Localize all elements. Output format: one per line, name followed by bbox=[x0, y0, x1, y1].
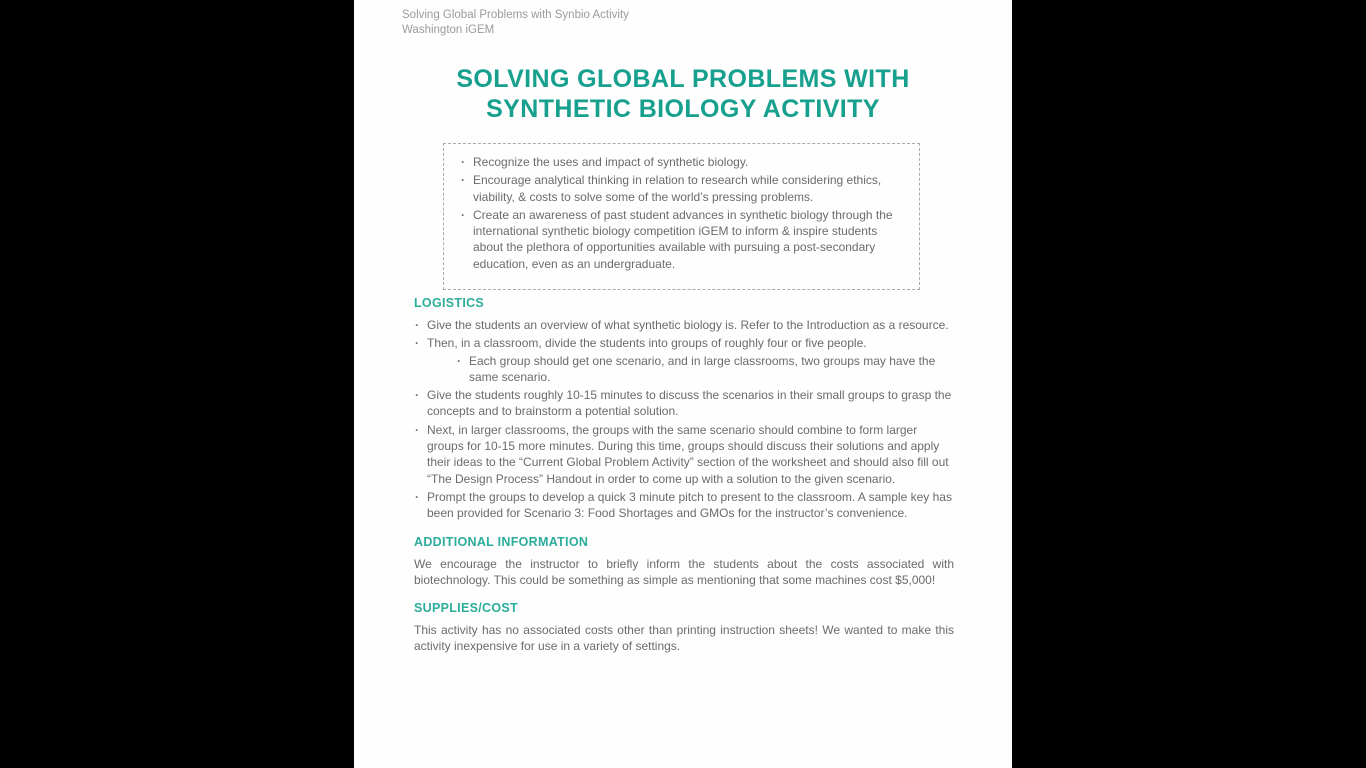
logistics-sublist bbox=[456, 353, 954, 386]
objective-item bbox=[460, 207, 907, 272]
logistics-subitem bbox=[456, 353, 954, 386]
running-header-line1: Solving Global Problems with Synbio Activity bbox=[402, 9, 629, 21]
objective-text: Encourage analytical thinking in relation to research while considering ethics, viability, & costs to solve some of the world’s pressing problems. bbox=[473, 173, 882, 204]
logistics-item bbox=[414, 335, 954, 385]
logistics-item-text: Next, in larger classrooms, the groups with the same scenario should combine to form larger groups for 10-15 more minutes. During this time, groups should discuss their solutions and apply their ideas to the “Current Global Problem Activity” section of the worksheet and should also fill out “The Design Process” Handout in order to come up with a solution to the given scenario. bbox=[427, 422, 949, 486]
logistics-list bbox=[414, 317, 954, 522]
objective-item bbox=[460, 172, 907, 205]
logistics-item-text: Prompt the groups to develop a quick 3 minute pitch to present to the classroom. A sample key has been provided for Scenario 3: Food Shortages and GMOs for the instructor’s convenience. bbox=[427, 489, 952, 521]
page-title-line1: SOLVING GLOBAL PROBLEMS WITH bbox=[456, 65, 910, 93]
page-title-line2: SYNTHETIC BIOLOGY ACTIVITY bbox=[486, 95, 880, 123]
logistics-item-text: Then, in a classroom, divide the students into groups of roughly four or five people. bbox=[427, 336, 867, 351]
document-page bbox=[354, 0, 1012, 768]
section-heading-supplies-cost: SUPPLIES/COST bbox=[414, 601, 518, 616]
page-title bbox=[354, 64, 1012, 124]
logistics-item bbox=[414, 422, 954, 487]
running-header-line2: Washington iGEM bbox=[402, 24, 495, 36]
objective-text: Recognize the uses and impact of synthetic biology. bbox=[473, 155, 749, 169]
objectives-box bbox=[443, 143, 920, 290]
running-header bbox=[402, 8, 629, 38]
logistics-item bbox=[414, 489, 954, 522]
section-heading-additional-information: ADDITIONAL INFORMATION bbox=[414, 534, 589, 549]
objective-item bbox=[460, 154, 907, 170]
logistics-item bbox=[414, 387, 954, 420]
logistics-subitem-text: Each group should get one scenario, and in large classrooms, two groups may have the same scenario. bbox=[469, 353, 936, 384]
supplies-cost-paragraph: This activity has no associated costs other than printing instruction sheets! We wanted to make this activity inexpensive for use in a variety of settings. bbox=[414, 623, 954, 654]
section-heading-logistics: LOGISTICS bbox=[414, 296, 485, 310]
objectives-list bbox=[460, 154, 907, 272]
logistics-item bbox=[414, 317, 954, 333]
document-body bbox=[414, 296, 954, 655]
logistics-item-text: Give the students an overview of what synthetic biology is. Refer to the Introduction as a resource. bbox=[427, 318, 949, 332]
logistics-item-text: Give the students roughly 10-15 minutes to discuss the scenarios in their small groups to grasp the concepts and to brainstorm a potential solution. bbox=[427, 388, 952, 419]
additional-info-paragraph: We encourage the instructor to briefly inform the students about the costs associated with biotechnology. This could be something as simple as mentioning that some machines cost $5,000! bbox=[414, 556, 954, 587]
objective-text: Create an awareness of past student advances in synthetic biology through the international synthetic biology competition iGEM to inform & inspire students about the plethora of opportunities available with pursuing a post-secondary education, even as an undergraduate. bbox=[473, 207, 893, 271]
